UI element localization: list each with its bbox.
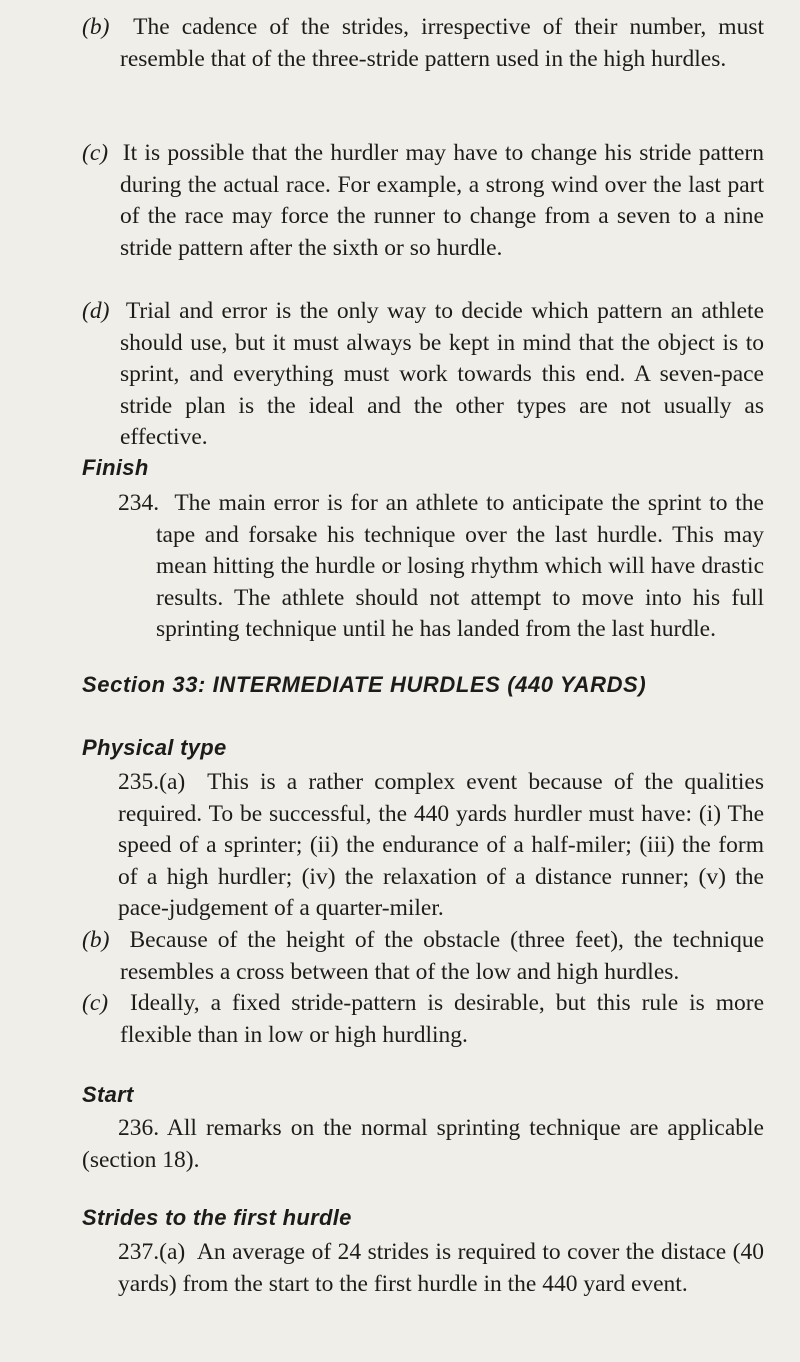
strides-heading: Strides to the first hurdle [82, 1205, 352, 1230]
item-label: 237.(a) [118, 1239, 186, 1265]
list-item-d [82, 296, 764, 454]
list-item-b-physical [82, 925, 764, 988]
item-text: It is possible that the hurdler may have to change his stride pattern during the actual race. For example, a strong wind over the last part of the race may force the runner to change from a seven to a nine stride pattern after the sixth or so hurdle. [120, 140, 765, 261]
item-label: (c) [82, 140, 109, 166]
finish-heading: Finish [82, 455, 149, 480]
item-label: (d) [82, 298, 110, 324]
start-paragraph: 236. All remarks on the normal sprinting technique are applicable (section 18). [82, 1115, 764, 1173]
item-text: Ideally, a fixed stride-pattern is desirable, but this rule is more flexible than in low or high hurdling. [120, 990, 765, 1048]
item-label: 235.(a) [118, 769, 186, 795]
physical-type-heading: Physical type [82, 735, 227, 760]
item-text: An average of 24 strides is required to cover the distace (40 yards) from the start to the first hurdle in the 440 yard event. [118, 1239, 764, 1297]
finish-paragraph [118, 488, 764, 646]
item-label: (b) [82, 927, 110, 953]
item-text: This is a rather complex event because of the qualities required. To be successful, the 440 yards hurdler must have: (i) The speed of a sprinter; (ii) the endurance of a half-miler; (iii) the form of a high hurdler; (iv) the relaxation of a distance runner; (v) the pace-judgement of a quarter-miler. [118, 769, 764, 921]
list-item-235a [118, 767, 764, 925]
start-heading: Start [82, 1082, 134, 1107]
item-text: The cadence of the strides, irrespective of their number, must resemble that of the three-stride pattern used in the high hurdles. [120, 14, 765, 72]
item-text: Because of the height of the obstacle (three feet), the technique resembles a cross between that of the low and high hurdles. [120, 927, 764, 985]
list-item-c-physical [82, 988, 764, 1051]
list-item-c [82, 138, 764, 264]
section-title: Section 33: INTERMEDIATE HURDLES (440 YARDS) [82, 672, 647, 697]
item-label: (c) [82, 990, 109, 1016]
list-item-b [82, 12, 764, 75]
list-item-237a [118, 1237, 764, 1300]
paragraph-number: 234. [118, 490, 160, 516]
item-label: (b) [82, 14, 110, 40]
item-text: Trial and error is the only way to decide which pattern an athlete should use, but it must always be kept in mind that the object is to sprint, and everything must work towards this end. A seven-pace stride plan is the ideal and the other types are not usually as effective. [120, 298, 765, 450]
paragraph-text: The main error is for an athlete to anticipate the sprint to the tape and forsake his technique over the last hurdle. This may mean hitting the hurdle or losing rhythm which will have drastic results. The athlete should not attempt to move into his full sprinting technique until he has landed from the last hurdle. [156, 490, 764, 642]
